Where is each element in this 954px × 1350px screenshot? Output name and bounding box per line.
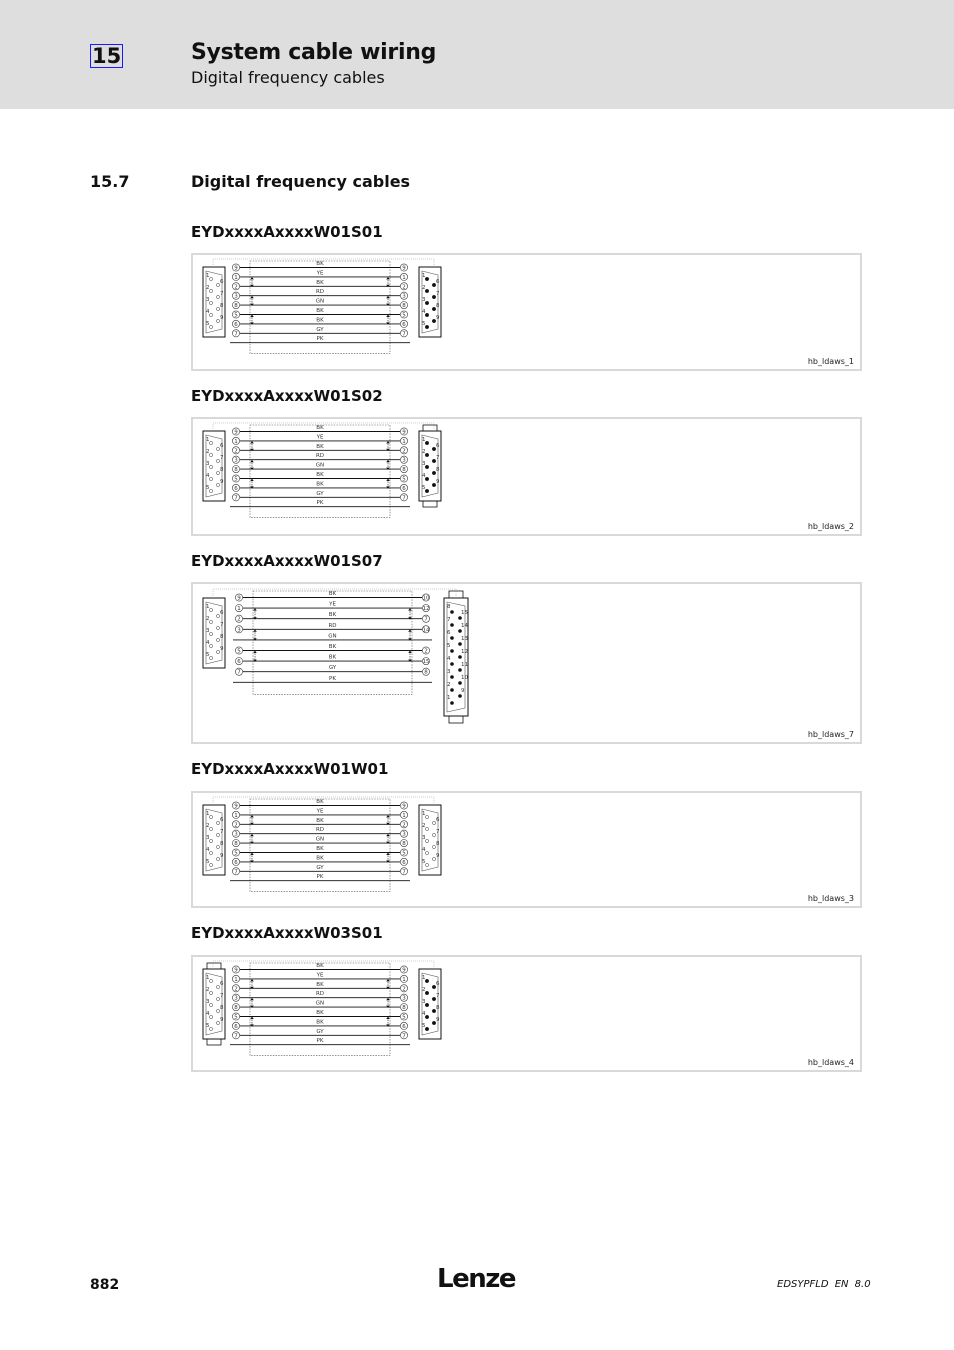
- svg-text:5: 5: [422, 1023, 426, 1029]
- svg-text:YE: YE: [316, 808, 324, 815]
- svg-text:1: 1: [206, 273, 210, 279]
- svg-text:BK: BK: [316, 981, 324, 988]
- svg-text:5: 5: [422, 859, 426, 865]
- svg-text:1: 1: [206, 811, 210, 817]
- svg-text:7: 7: [447, 617, 451, 623]
- svg-text:9: 9: [436, 479, 440, 485]
- svg-text:8: 8: [436, 841, 440, 847]
- svg-text:2: 2: [422, 987, 426, 993]
- document-id: EDSYPFLD EN 8.0: [777, 1279, 871, 1290]
- svg-text:6: 6: [402, 321, 406, 328]
- svg-text:PK: PK: [316, 336, 324, 343]
- svg-text:7: 7: [436, 829, 440, 835]
- svg-text:7: 7: [402, 869, 406, 876]
- svg-text:3: 3: [206, 461, 210, 467]
- svg-text:BK: BK: [316, 799, 324, 805]
- svg-text:9: 9: [436, 853, 440, 859]
- svg-text:8: 8: [436, 303, 440, 309]
- svg-text:1: 1: [234, 274, 238, 281]
- svg-text:2: 2: [422, 449, 426, 455]
- svg-text:GY: GY: [316, 864, 324, 871]
- svg-text:8: 8: [234, 841, 238, 848]
- svg-text:10: 10: [422, 595, 430, 602]
- svg-text:BK: BK: [316, 425, 324, 431]
- svg-text:9: 9: [402, 803, 406, 810]
- page-number: 882: [90, 1277, 120, 1293]
- svg-text:3: 3: [402, 293, 406, 300]
- svg-text:6: 6: [436, 817, 440, 823]
- svg-text:1: 1: [402, 438, 406, 445]
- svg-text:7: 7: [220, 455, 224, 461]
- svg-text:1: 1: [422, 273, 426, 279]
- svg-text:2: 2: [234, 822, 238, 829]
- svg-text:14: 14: [461, 623, 468, 629]
- svg-text:GN: GN: [328, 633, 337, 640]
- svg-text:9: 9: [436, 1017, 440, 1023]
- section-number: 15.7: [90, 172, 130, 191]
- svg-text:7: 7: [402, 331, 406, 338]
- svg-text:7: 7: [234, 869, 238, 876]
- svg-text:6: 6: [234, 485, 238, 492]
- svg-text:BK: BK: [316, 963, 324, 969]
- svg-text:6: 6: [234, 321, 238, 328]
- svg-text:5: 5: [422, 321, 426, 327]
- svg-text:3: 3: [234, 293, 238, 300]
- wiring-diagram-frame: [191, 582, 862, 744]
- wiring-diagram: [193, 957, 860, 1070]
- svg-text:3: 3: [447, 669, 451, 675]
- svg-text:3: 3: [234, 831, 238, 838]
- svg-text:9: 9: [220, 853, 224, 859]
- svg-text:1: 1: [234, 812, 238, 819]
- svg-text:9: 9: [234, 265, 238, 272]
- svg-text:YE: YE: [329, 601, 336, 608]
- svg-text:9: 9: [234, 803, 238, 810]
- svg-text:6: 6: [220, 610, 224, 616]
- svg-text:6: 6: [234, 859, 238, 866]
- svg-text:1: 1: [422, 437, 426, 443]
- svg-text:10: 10: [461, 675, 468, 681]
- svg-text:3: 3: [402, 457, 406, 464]
- svg-text:RD: RD: [328, 622, 337, 629]
- svg-text:6: 6: [436, 981, 440, 987]
- svg-text:2: 2: [206, 616, 210, 622]
- svg-text:5: 5: [234, 1014, 238, 1021]
- cable-heading: EYDxxxxAxxxxW01S07: [191, 552, 383, 570]
- svg-text:6: 6: [220, 817, 224, 823]
- svg-text:7: 7: [234, 331, 238, 338]
- svg-text:15: 15: [422, 659, 430, 666]
- svg-text:4: 4: [206, 1011, 210, 1017]
- svg-text:8: 8: [220, 467, 224, 473]
- svg-text:5: 5: [422, 485, 426, 491]
- svg-text:BK: BK: [316, 846, 324, 852]
- svg-text:6: 6: [436, 279, 440, 285]
- svg-text:5: 5: [237, 648, 241, 655]
- svg-text:8: 8: [234, 303, 238, 310]
- svg-text:9: 9: [220, 646, 224, 652]
- svg-text:4: 4: [206, 309, 210, 315]
- svg-text:5: 5: [447, 643, 451, 649]
- svg-text:5: 5: [206, 652, 210, 658]
- svg-text:13: 13: [461, 636, 468, 642]
- svg-text:4: 4: [206, 640, 210, 646]
- wiring-diagram-frame: [191, 955, 862, 1072]
- svg-text:15: 15: [461, 610, 468, 616]
- svg-text:1: 1: [237, 606, 241, 613]
- wiring-diagram: [193, 255, 860, 369]
- svg-text:PK: PK: [316, 874, 324, 881]
- svg-text:8: 8: [220, 634, 224, 640]
- svg-text:8: 8: [424, 669, 428, 676]
- svg-text:8: 8: [220, 841, 224, 847]
- svg-text:3: 3: [402, 831, 406, 838]
- svg-text:GY: GY: [316, 1028, 324, 1035]
- svg-text:2: 2: [447, 682, 451, 688]
- svg-text:1: 1: [206, 604, 210, 610]
- svg-text:7: 7: [220, 622, 224, 628]
- svg-text:9: 9: [220, 315, 224, 321]
- svg-text:BK: BK: [316, 261, 324, 267]
- svg-text:RD: RD: [315, 453, 325, 460]
- svg-text:5: 5: [206, 321, 210, 327]
- svg-text:9: 9: [461, 688, 465, 694]
- svg-text:2: 2: [402, 284, 406, 291]
- svg-text:6: 6: [447, 630, 451, 636]
- wiring-diagram-frame: [191, 253, 862, 371]
- figure-caption: hb_ldaws_3: [807, 894, 854, 903]
- svg-text:6: 6: [402, 859, 406, 866]
- svg-text:7: 7: [436, 291, 440, 297]
- svg-text:3: 3: [206, 999, 210, 1005]
- svg-text:BK: BK: [328, 654, 337, 661]
- chapter-title: System cable wiring: [191, 40, 437, 65]
- svg-text:PK: PK: [329, 675, 336, 682]
- svg-text:1: 1: [402, 274, 406, 281]
- svg-text:6: 6: [237, 659, 241, 666]
- svg-text:7: 7: [237, 669, 241, 676]
- svg-text:7: 7: [220, 993, 224, 999]
- svg-text:9: 9: [220, 479, 224, 485]
- wiring-diagram: [193, 584, 860, 742]
- svg-text:9: 9: [237, 595, 241, 602]
- svg-text:6: 6: [402, 1023, 406, 1030]
- svg-text:3: 3: [402, 995, 406, 1002]
- svg-text:1: 1: [402, 812, 406, 819]
- svg-text:5: 5: [234, 312, 238, 319]
- svg-text:4: 4: [422, 1011, 426, 1017]
- svg-text:5: 5: [402, 1014, 406, 1021]
- chapter-number-link[interactable]: 15: [92, 44, 122, 68]
- svg-text:2: 2: [206, 823, 210, 829]
- figure-caption: hb_ldaws_2: [807, 522, 854, 531]
- svg-text:5: 5: [402, 312, 406, 319]
- svg-text:2: 2: [402, 986, 406, 993]
- svg-text:9: 9: [436, 315, 440, 321]
- svg-text:2: 2: [422, 285, 426, 291]
- svg-text:4: 4: [206, 473, 210, 479]
- svg-text:BK: BK: [316, 817, 324, 824]
- svg-text:3: 3: [206, 297, 210, 303]
- cable-heading: EYDxxxxAxxxxW01W01: [191, 760, 389, 778]
- svg-text:7: 7: [220, 829, 224, 835]
- svg-text:7: 7: [234, 1033, 238, 1040]
- svg-text:2: 2: [206, 987, 210, 993]
- svg-text:BK: BK: [328, 591, 337, 597]
- svg-text:GN: GN: [315, 1000, 325, 1007]
- svg-text:8: 8: [402, 841, 406, 848]
- svg-text:BK: BK: [316, 481, 324, 488]
- svg-text:8: 8: [436, 1005, 440, 1011]
- svg-text:1: 1: [422, 811, 426, 817]
- svg-text:9: 9: [402, 967, 406, 974]
- svg-text:2: 2: [234, 448, 238, 455]
- svg-text:7: 7: [402, 495, 406, 502]
- figure-caption: hb_ldaws_4: [807, 1058, 854, 1067]
- svg-text:2: 2: [234, 284, 238, 291]
- svg-text:3: 3: [234, 995, 238, 1002]
- svg-text:3: 3: [206, 628, 210, 634]
- svg-text:2: 2: [234, 986, 238, 993]
- svg-text:YE: YE: [316, 270, 324, 277]
- svg-text:14: 14: [422, 627, 430, 634]
- chapter-subtitle: Digital frequency cables: [191, 68, 385, 87]
- svg-text:5: 5: [402, 850, 406, 857]
- svg-text:RD: RD: [315, 827, 325, 834]
- svg-text:GY: GY: [328, 665, 337, 672]
- svg-text:12: 12: [461, 649, 468, 655]
- figure-caption: hb_ldaws_1: [807, 357, 854, 366]
- svg-text:9: 9: [234, 967, 238, 974]
- svg-text:GN: GN: [315, 462, 325, 469]
- svg-text:3: 3: [422, 835, 426, 841]
- figure-caption: hb_ldaws_7: [807, 730, 854, 739]
- svg-text:5: 5: [402, 476, 406, 483]
- svg-text:1: 1: [447, 695, 451, 701]
- svg-text:8: 8: [402, 467, 406, 474]
- svg-text:9: 9: [402, 429, 406, 436]
- svg-text:GY: GY: [316, 490, 324, 497]
- svg-text:8: 8: [402, 1005, 406, 1012]
- header-band: [0, 0, 954, 109]
- svg-text:1: 1: [402, 976, 406, 983]
- svg-text:5: 5: [206, 1023, 210, 1029]
- svg-text:2: 2: [237, 616, 241, 623]
- svg-text:4: 4: [422, 309, 426, 315]
- svg-text:2: 2: [424, 648, 428, 655]
- svg-text:3: 3: [237, 627, 241, 634]
- svg-text:3: 3: [422, 999, 426, 1005]
- svg-text:BK: BK: [328, 644, 337, 650]
- svg-text:1: 1: [422, 975, 426, 981]
- svg-text:YE: YE: [316, 434, 324, 441]
- svg-text:3: 3: [234, 457, 238, 464]
- svg-text:4: 4: [447, 656, 451, 662]
- svg-text:RD: RD: [315, 991, 325, 998]
- svg-text:11: 11: [461, 662, 468, 668]
- svg-text:8: 8: [220, 1005, 224, 1011]
- svg-text:9: 9: [220, 1017, 224, 1023]
- svg-text:8: 8: [234, 1005, 238, 1012]
- svg-text:3: 3: [206, 835, 210, 841]
- svg-text:8: 8: [220, 303, 224, 309]
- wiring-diagram-frame: [191, 791, 862, 908]
- svg-text:BK: BK: [316, 1010, 324, 1016]
- wiring-diagram-frame: [191, 417, 862, 536]
- svg-text:6: 6: [234, 1023, 238, 1030]
- wiring-diagram: [193, 419, 860, 534]
- svg-text:6: 6: [220, 279, 224, 285]
- svg-text:2: 2: [402, 822, 406, 829]
- svg-text:9: 9: [402, 265, 406, 272]
- svg-text:2: 2: [402, 448, 406, 455]
- svg-text:8: 8: [234, 467, 238, 474]
- svg-text:8: 8: [447, 604, 451, 610]
- svg-text:3: 3: [422, 297, 426, 303]
- svg-text:BK: BK: [316, 1019, 324, 1026]
- cable-heading: EYDxxxxAxxxxW01S02: [191, 387, 383, 405]
- svg-text:12: 12: [422, 606, 430, 613]
- svg-text:2: 2: [422, 823, 426, 829]
- svg-text:2: 2: [206, 285, 210, 291]
- svg-text:2: 2: [206, 449, 210, 455]
- svg-text:7: 7: [436, 993, 440, 999]
- svg-text:6: 6: [402, 485, 406, 492]
- cable-heading: EYDxxxxAxxxxW01S01: [191, 223, 383, 241]
- svg-text:6: 6: [220, 981, 224, 987]
- svg-text:4: 4: [422, 847, 426, 853]
- svg-text:BK: BK: [316, 855, 324, 862]
- svg-text:5: 5: [206, 485, 210, 491]
- svg-text:1: 1: [234, 976, 238, 983]
- svg-text:YE: YE: [316, 972, 324, 979]
- svg-text:BK: BK: [328, 612, 337, 619]
- svg-text:8: 8: [436, 467, 440, 473]
- svg-text:BK: BK: [316, 443, 324, 450]
- svg-text:PK: PK: [316, 500, 324, 507]
- svg-text:RD: RD: [315, 289, 325, 296]
- svg-text:BK: BK: [316, 308, 324, 314]
- svg-text:GY: GY: [316, 326, 324, 333]
- lenze-logo: Lenze: [437, 1264, 515, 1294]
- svg-text:4: 4: [422, 473, 426, 479]
- svg-text:5: 5: [234, 476, 238, 483]
- svg-text:7: 7: [436, 455, 440, 461]
- svg-text:4: 4: [206, 847, 210, 853]
- svg-text:BK: BK: [316, 317, 324, 324]
- svg-text:1: 1: [206, 975, 210, 981]
- svg-text:8: 8: [402, 303, 406, 310]
- wiring-diagram: [193, 793, 860, 906]
- svg-text:6: 6: [220, 443, 224, 449]
- svg-text:7: 7: [234, 495, 238, 502]
- svg-text:BK: BK: [316, 279, 324, 286]
- svg-text:7: 7: [220, 291, 224, 297]
- svg-text:7: 7: [424, 616, 428, 623]
- svg-text:1: 1: [206, 437, 210, 443]
- svg-text:1: 1: [234, 438, 238, 445]
- cable-heading: EYDxxxxAxxxxW03S01: [191, 924, 383, 942]
- svg-text:GN: GN: [315, 298, 325, 305]
- svg-text:PK: PK: [316, 1038, 324, 1045]
- svg-text:6: 6: [436, 443, 440, 449]
- svg-text:7: 7: [402, 1033, 406, 1040]
- svg-text:9: 9: [234, 429, 238, 436]
- svg-text:3: 3: [422, 461, 426, 467]
- section-title: Digital frequency cables: [191, 172, 411, 191]
- svg-text:5: 5: [206, 859, 210, 865]
- svg-text:GN: GN: [315, 836, 325, 843]
- svg-text:BK: BK: [316, 472, 324, 478]
- svg-text:5: 5: [234, 850, 238, 857]
